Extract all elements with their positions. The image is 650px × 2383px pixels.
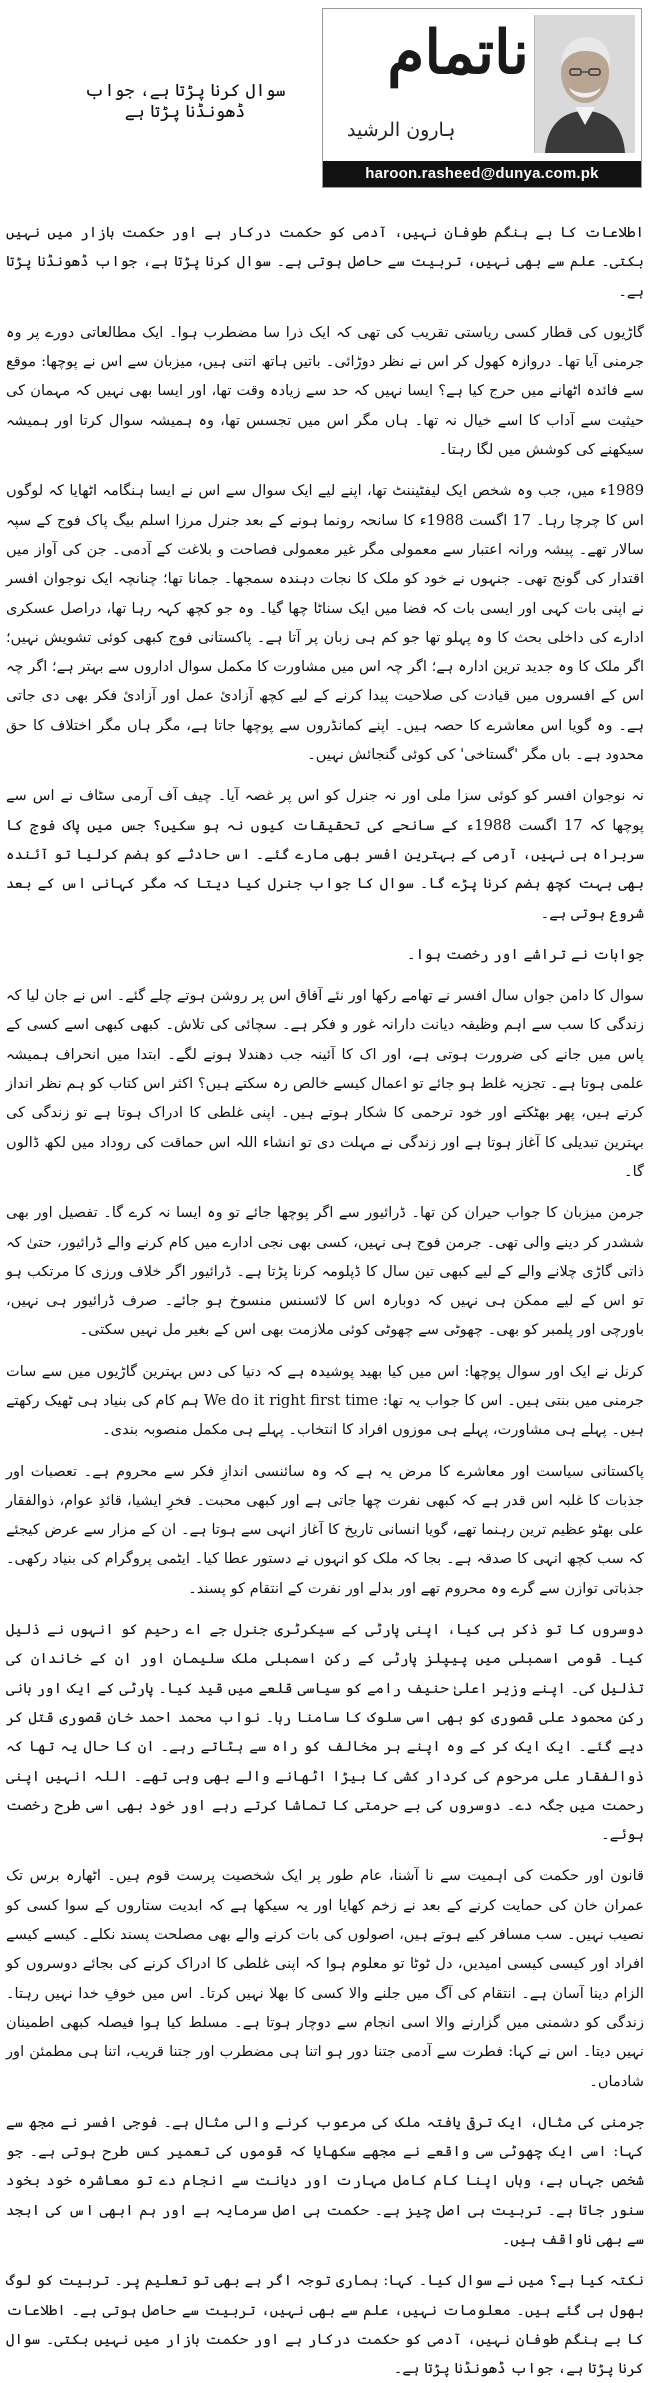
- article-paragraph: جرمن میزبان کا جواب حیران کن تھا۔ ڈرائیور سے اگر پوچھا جائے تو وہ ایسا نہ کرے گا۔ تفصیل اور بھی ششدر کر دینے والی تھی۔ جرمن فوج ہی نہیں، کسی بھی نجی ادارے میں کام کرنے والے ڈرائیور، حتیٰ کہ ذاتی گاڑی چلانے والے کے لیے کبھی تین سال کا ڈپلومہ کرنا پڑتا ہے۔ ڈرائیور اگر خلاف ورزی کا مرتکب ہو تو اس کے لیے ممکن ہی نہیں کہ دوبارہ اس کا لائسنس منسوخ ہو جائے۔ صرف ڈرائیور ہی نہیں، باورچی اور پلمبر کو بھی۔ چھوٹی سے چھوٹی کوئی ملازمت بھی اس کے بغیر مل نہیں سکتی۔: [6, 1204, 644, 1339]
- article-paragraph: 1989ء میں، جب وہ شخص ایک لیفٹیننٹ تھا، اپنے لیے ایک سوال سے اس نے ایسا ہنگامہ اٹھایا کہ لوگوں اس کا چرچا رہا۔ 17 اگست 1988ء کا سانحہ رونما ہونے کے بعد جنرل مرزا اسلم بیگ پاک فوج کے سپہ سالار تھے۔ پیشہ ورانہ اعتبار سے معمولی مگر غیر معمولی فصاحت و بلاغت کے آدمی۔ جن کی آواز میں اقتدار کی گونج تھی۔ جنہوں نے خود کو ملک کا نجات دہندہ سمجھا۔ جمانا تھا؛ چنانچہ ایک نوجوان افسر نے اپنی بات کہی اور ایسی بات کہ فضا میں ایک سناٹا چھا گیا۔ وہ جو کچھ کہہ رہا تھا، دراصل عسکری ادارے کی داخلی بحث کا وہ پہلو تھا جو کم ہی زبان پر آتا ہے۔ پاکستانی فوج کبھی کوئی تشویش نہیں؛ اگر ملک کا وہ جدید ترین ادارہ ہے؛ اگر چہ اس میں مشاورت کا مکمل سوال اداروں سے بہتر ہے؛ اگر چہ اس کے افسروں میں قیادت کی صلاحیت پیدا کرنے کے لیے کچھ آزادیٔ عمل اور آزادیٔ فکر بھی دی جاتی ہے۔ وہ گویا اس معاشرے کا حصہ ہیں۔ اپنے کمانڈروں سے پوچھا جاتا ہے، مگر ہاں مگر اختلاف کا حق محدود ہے۔ باں مگر 'گستاخی' کی کوئی گنجائش نہیں۔: [6, 482, 644, 764]
- author-email: haroon.rasheed@dunya.com.pk: [323, 161, 641, 187]
- article-body: [6, 218, 644, 2383]
- article-paragraph: جرمنی کی مثال، ایک ترقی یافتہ ملک کی مرعوب کرنے والی مثال ہے۔ فوجی افسر نے مجھ سے کہا: اسی ایک چھوٹی سی واقعے نے مجھے سکھایا کہ قوموں کی تعمیر کس طرح ہوتی ہے۔ جو شخص جہاں ہے، وہاں اپنا کام کامل مہارت اور دیانت سے انجام دے تو معاشرہ خود بخود سنور جاتا ہے۔ تربیت ہی اصل چیز ہے۔ حکمت ہی اصل سرمایہ ہے اور ہم ابھی اس کی ابجد سے بھی ناواقف ہیں۔: [6, 2113, 644, 2248]
- article-paragraph: پاکستانی سیاست اور معاشرے کا مرض یہ ہے کہ وہ سائنسی اندازِ فکر سے محروم ہے۔ تعصبات اور جذبات کا غلبہ اس قدر ہے کہ کبھی نفرت چھا جاتی ہے اور کبھی محبت۔ فخرِ ایشیا، قائدِ عوام، ذوالفقار علی بھٹو عظیم ترین رہنما تھے، گویا انسانی تاریخ کا آغاز انہی سے ہوتا ہے۔ ان کے مزار سے عرض کیجئے کہ سب کچھ انہی کا صدقہ ہے۔ بجا کہ ملک کو انہوں نے دستور عطا کیا۔ ایٹمی پروگرام کی بنیاد رکھی۔ جذباتی توازن سے گرے وہ محروم تھے اور بدلے اور نفرت کے انتقام کو پسند۔: [6, 1462, 644, 1597]
- article-paragraph: اطلاعات کا بے ہنگم طوفان نہیں، آدمی کو حکمت درکار ہے اور حکمت بازار میں نہیں بکتی۔ علم سے بھی نہیں، تربیت سے حاصل ہوتی ہے۔ سوال کرنا پڑتا ہے، جواب ڈھونڈنا پڑتا ہے۔: [6, 224, 644, 300]
- article-paragraph: قانون اور حکمت کی اہمیت سے نا آشنا، عام طور پر ایک شخصیت پرست قوم ہیں۔ اٹھارہ برس تک عمران خان کی حمایت کرنے کے بعد نے زخم کھایا اور یہ سیکھا ہے کہ ابدیت ستاروں کے سوا کسی کو نصیب نہیں۔ سب مسافر کیے ہوتے ہیں، اصولوں کی بات کرنے والے بھی مصلحت پسند نکلے۔ کیسے کیسے افراد اور کیسی کیسی امیدیں، دل ٹوٹا تو معلوم ہوا کہ اپنی غلطی کا ادراک کرنے کی بجائے دوسروں کو الزام دینا آسان ہے۔ انتقام کی آگ میں جلنے والا کسی کا بھلا نہیں کرتا۔ اس میں خوفِ خدا نہیں رہتا۔ زندگی کو دشمنی میں گزارنے والا اسی انجام سے دوچار ہوتا ہے۔ مسلط کیا ہوا فیصلہ کبھی اطمینان نہیں دیتا۔ اس نے کہا: فطرت سے آدمی جتنا دور ہو اتنا ہی مضطرب اور جتنا قریب، اتنا ہی مطمئن اور شادماں۔: [6, 1867, 644, 2090]
- article-paragraph: گاڑیوں کی قطار کسی ریاستی تقریب کی تھی کہ ایک ذرا سا مضطرب ہوا۔ ایک مطالعاتی دورے پر وہ جرمنی آیا تھا۔ دروازہ کھول کر اس نے نظر دوڑائی۔ باتیں ہاتھ اتنی ہیں، میزبان سے اس نے پوچھا: موقع سے فائدہ اٹھانے میں حرج کیا ہے؟ ایسا نہیں کہ حد سے زیادہ وقت تھا، اور ایسا بھی نہیں کہ مہمان کی حیثیت سے آداب کا اسے خیال نہ تھا۔ ہاں مگر اس میں تجسس تھا، وہ ہمیشہ سوال کرتا اور ہمیشہ سیکھنے کی کوشش میں لگا رہتا۔: [6, 323, 644, 459]
- column-title: ناتمام: [387, 18, 529, 88]
- column-masthead: [322, 8, 642, 188]
- article-paragraph: نہ نوجوان افسر کو کوئی سزا ملی اور نہ جنرل کو اس پر غصہ آیا۔ چیف آف آرمی سٹاف نے اس سے پوچھا کہ 17 اگست 1988ء کے سانحے کی تحقیقات کیوں نہ ہو سکیں؟ جس میں پاک فوج کا سربراہ ہی نہیں، آرمی کے بہترین افسر بھی مارے گئے۔ اس حادثے کو ہضم کرلیا تو آئندہ بھی بہت کچھ ہضم کرنا پڑے گا۔ سوال کا جواب جنرل کیا دیتا کہ مگر کہانی اس کے بعد شروع ہوتی ہے۔: [6, 787, 644, 922]
- column-header: [0, 0, 650, 220]
- author-portrait-icon: [535, 15, 635, 153]
- article-paragraph: جوابات نے تراشے اور رخصت ہوا۔: [407, 945, 644, 963]
- article-paragraph: دوسروں کا تو ذکر ہی کیا، اپنی پارٹی کے سیکرٹری جنرل جے اے رحیم کو انہوں نے ذلیل کیا۔ قومی اسمبلی میں پیپلز پارٹی کے رکن اسمبلی ملک سلیمان اور ان کے خاندان کی تذلیل کی۔ اپنے وزیر اعلیٰ حنیف رامے کو سیاسی قلعے میں قید کیا۔ پارٹی کے ایک اور بانی رکن محمود علی قصوری کو بھی اسی سلوک کا سامنا رہا۔ نواب محمد احمد خان قصوری قتل کر دیے گئے۔ ایک ایک کر کے وہ اپنے ہر مخالف کو راہ سے ہٹاتے رہے۔ ان کا حال یہ تھا کہ ذوالفقار علی مرحوم کی کردار کشی کا بیڑا اٹھانے والے بھی وہی تھے۔ اللہ انہیں اپنی رحمت میں جگہ دے۔ دوسروں کی بے حرمتی کا تماشا کرتے رہے اور خود بھی اسی طرح رخصت ہوئے۔: [6, 1621, 644, 1844]
- author-portrait: [534, 15, 635, 153]
- article-paragraph: کرنل نے ایک اور سوال پوچھا: اس میں کیا بھید پوشیدہ ہے کہ دنیا کی دس بہترین گاڑیوں میں سے سات جرمنی میں بنتی ہیں۔ اس کا جواب یہ تھا: We do it right first time ہم کام کی بنیاد ہی ٹھیک رکھتے ہیں۔ پہلے ہی مشاورت، پہلے ہی موزوں افراد کا انتخاب۔ پہلے ہی مکمل منصوبہ بندی۔: [6, 1362, 644, 1439]
- article-paragraph: سوال کا دامن جواں سال افسر نے تھامے رکھا اور نئے آفاق اس پر روشن ہوتے چلے گئے۔ اس نے جان لیا کہ زندگی کا سب سے اہم وظیفہ دیانت دارانہ غور و فکر ہے۔ سچائی کی تلاش۔ کبھی کبھی اسے کسی کے پاس میں جانے کی ضرورت ہوتی ہے، اور اک کا آئینہ جب دھندلا ہونے لگے۔ ابتدا میں انحراف ہمیشہ علمی ہوتا ہے۔ تجزیہ غلط ہو جائے تو اعمال کیسے خالص رہ سکتے ہیں؟ اکثر اس کتاب کو ہم نظر انداز کرتے ہیں، پھر بھٹکتے اور خود ترحمی کا شکار ہوتے ہیں۔ اپنی غلطی کا ادراک ہوتا ہے تو زندگی کی بہترین تبدیلی کا آغاز ہوتا ہے اور زندگی نے مہلت دی تو انشاء اللہ اس حماقت کی روداد میں لکھ ڈالوں گا۔: [6, 987, 644, 1180]
- column-headline: سوال کرنا پڑتا ہے، جواب ڈھونڈنا پڑتا ہے: [84, 81, 286, 122]
- author-name: ہارون الرشید: [347, 119, 456, 141]
- article-paragraph: نکتہ کیا ہے؟ میں نے سوال کیا۔ کہا: ہماری توجہ اگر ہے بھی تو تعلیم پر۔ تربیت کو لوگ بھول ہی گئے ہیں۔ معلومات نہیں، علم سے بھی نہیں، تربیت سے حاصل ہوتی ہے۔ اطلاعات کا بے ہنگم طوفان نہیں، آدمی کو حکمت درکار ہے اور حکمت بازار میں نہیں بکتی۔ سوال کرنا پڑتا ہے، جواب ڈھونڈنا پڑتا ہے۔: [6, 2272, 644, 2378]
